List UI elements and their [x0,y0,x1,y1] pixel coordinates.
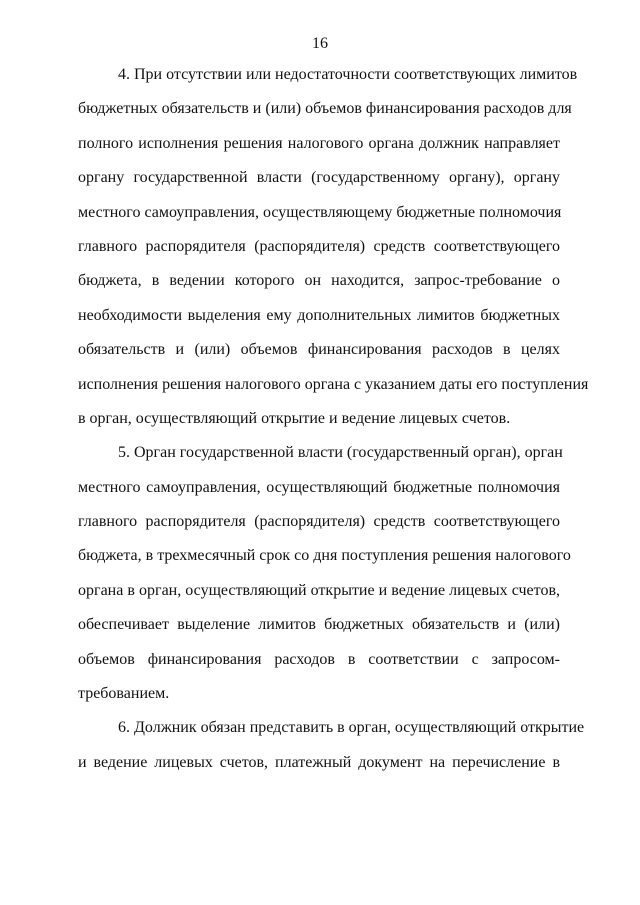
text-line: объемов финансирования расходов в соответствии с запросом- [78,650,560,668]
text-line: 5. Орган государственной власти (государственный орган), орган [118,444,563,462]
text-line: бюджета, в трехмесячный срок со дня поступления решения налогового [78,547,571,565]
paragraph-4 [78,66,589,444]
text-line: местного самоуправления, осуществляющему бюджетные полномочия [78,203,562,221]
text-line: 6. Должник обязан представить в орган, осуществляющий открытие [118,719,585,737]
text-line: главного распорядителя (распорядителя) средств соответствующего [78,237,560,255]
text-line: в орган, осуществляющий открытие и ведение лицевых счетов. [78,409,511,427]
text-line: главного распорядителя (распорядителя) средств соответствующего [78,513,560,531]
text-line: 4. При отсутствии или недостаточности соответствующих лимитов [118,66,578,83]
text-line: обязательств и (или) объемов финансирования расходов в целях [78,341,560,359]
text-line: органа в орган, осуществляющий открытие и ведение лицевых счетов, [78,581,560,599]
document-body [78,66,589,788]
text-line: обеспечивает выделение лимитов бюджетных обязательств и (или) [78,616,560,634]
text-line: бюджета, в ведении которого он находится, запрос-требование о [78,272,560,290]
paragraph-5 [78,444,571,719]
text-line: бюджетных обязательств и (или) объемов финансирования расходов для [78,100,572,118]
text-line: требованием. [78,685,170,703]
page-number: 16 [312,35,328,52]
paragraph-6 [78,719,585,788]
text-line: полного исполнения решения налогового органа должник направляет [78,134,560,152]
text-line: местного самоуправления, осуществляющий бюджетные полномочия [78,478,560,496]
text-line: исполнения решения налогового органа с указанием даты его поступления [78,375,589,393]
text-line: необходимости выделения ему дополнительных лимитов бюджетных [78,306,560,324]
text-line: и ведение лицевых счетов, платежный документ на перечисление в [78,753,560,771]
text-line: органу государственной власти (государственному органу), органу [78,169,560,187]
